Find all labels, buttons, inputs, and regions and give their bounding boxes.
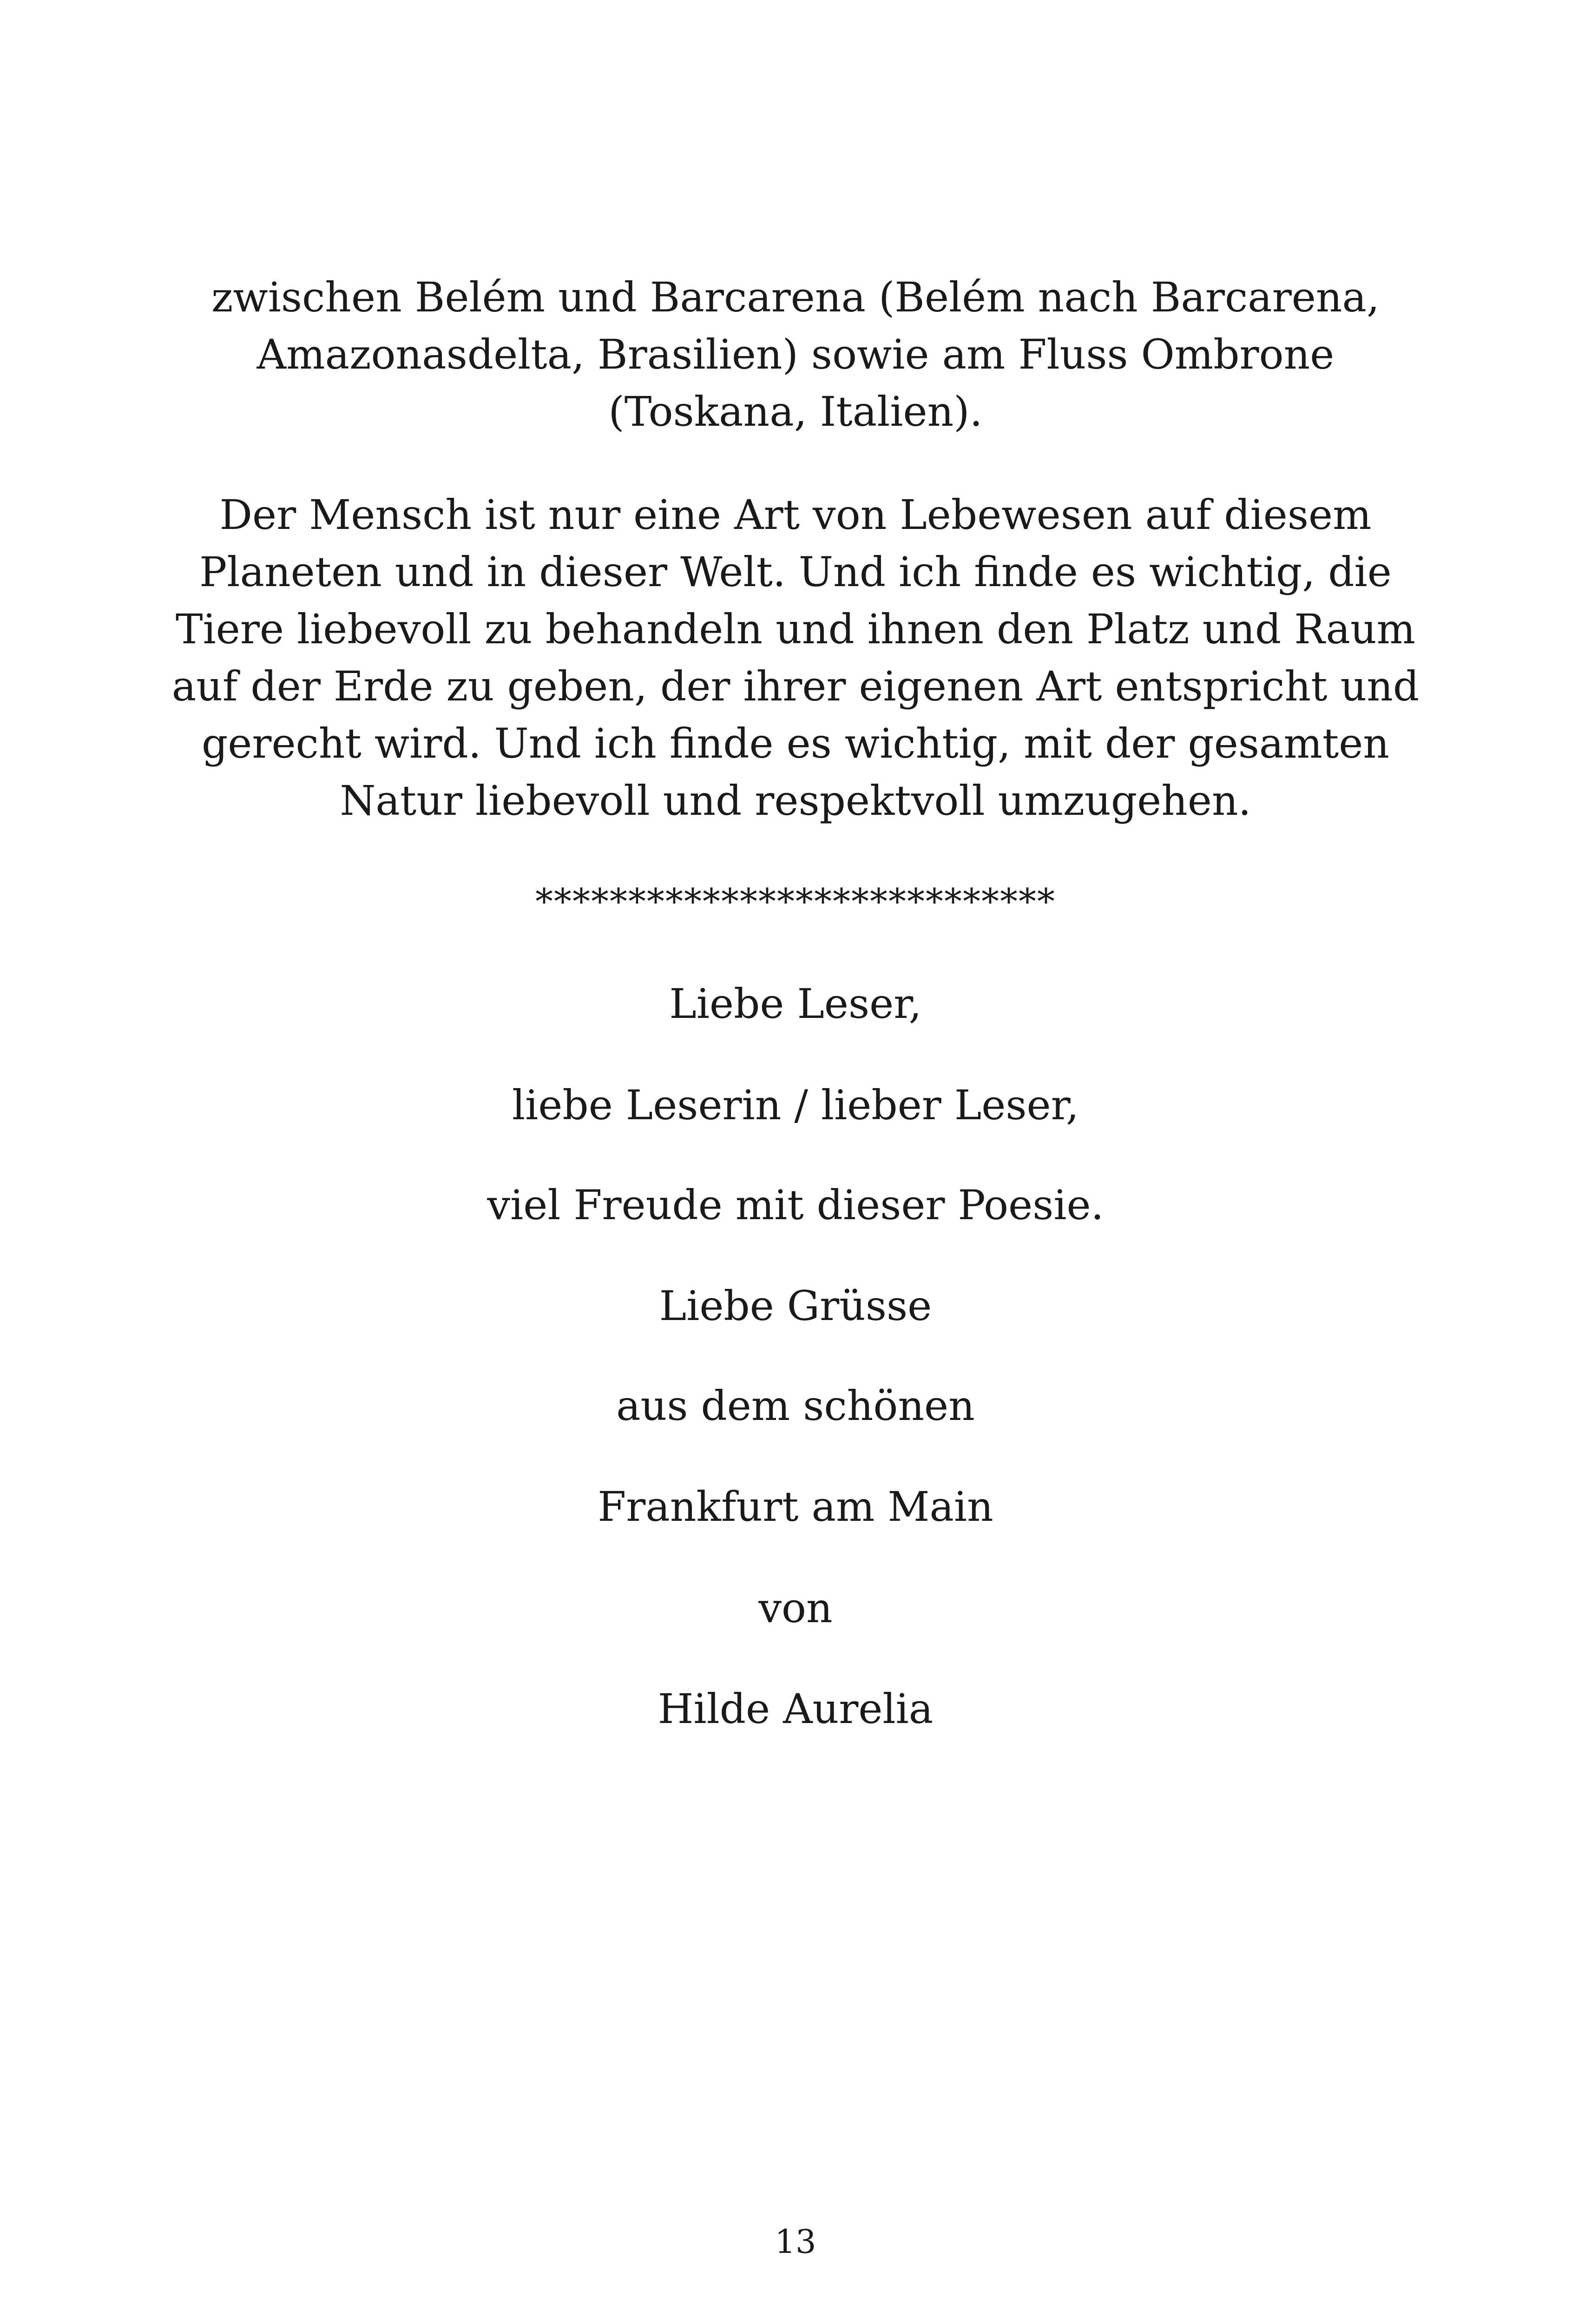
greeting-regards: Liebe Grüsse <box>659 1282 932 1330</box>
greeting-salutation: Liebe Leser, <box>669 980 922 1028</box>
text-line: gerecht wird. Und ich finde es wichtig, mit der gesamten <box>201 720 1390 767</box>
section-divider: **************************** <box>535 881 1056 922</box>
paragraph-nature <box>0 486 1591 829</box>
text-line: zwischen Belém und Barcarena (Belém nach Barcarena, <box>211 273 1380 321</box>
greeting-wish: viel Freude mit dieser Poesie. <box>487 1181 1104 1229</box>
greeting-city: Frankfurt am Main <box>598 1483 993 1531</box>
text-line: Der Mensch ist nur eine Art von Lebewesen auf diesem <box>219 491 1372 539</box>
paragraph-locations <box>0 269 1591 440</box>
text-line: Amazonasdelta, Brasilien) sowie am Fluss Ombrone <box>256 330 1335 378</box>
greeting-from: aus dem schönen <box>616 1382 975 1430</box>
text-line: (Toskana, Italien). <box>608 388 983 436</box>
page-number: 13 <box>775 2223 816 2261</box>
greeting-readers: liebe Leserin / lieber Leser, <box>512 1081 1079 1129</box>
author-name: Hilde Aurelia <box>657 1685 934 1733</box>
text-line: Planeten und in dieser Welt. Und ich finde es wichtig, die <box>199 548 1392 596</box>
greeting-by: von <box>758 1584 833 1632</box>
text-line: auf der Erde zu geben, der ihrer eigenen Art entspricht und <box>171 662 1420 710</box>
text-line: Natur liebevoll und respektvoll umzugehen. <box>340 777 1251 825</box>
text-line: Tiere liebevoll zu behandeln und ihnen den Platz und Raum <box>175 605 1416 653</box>
